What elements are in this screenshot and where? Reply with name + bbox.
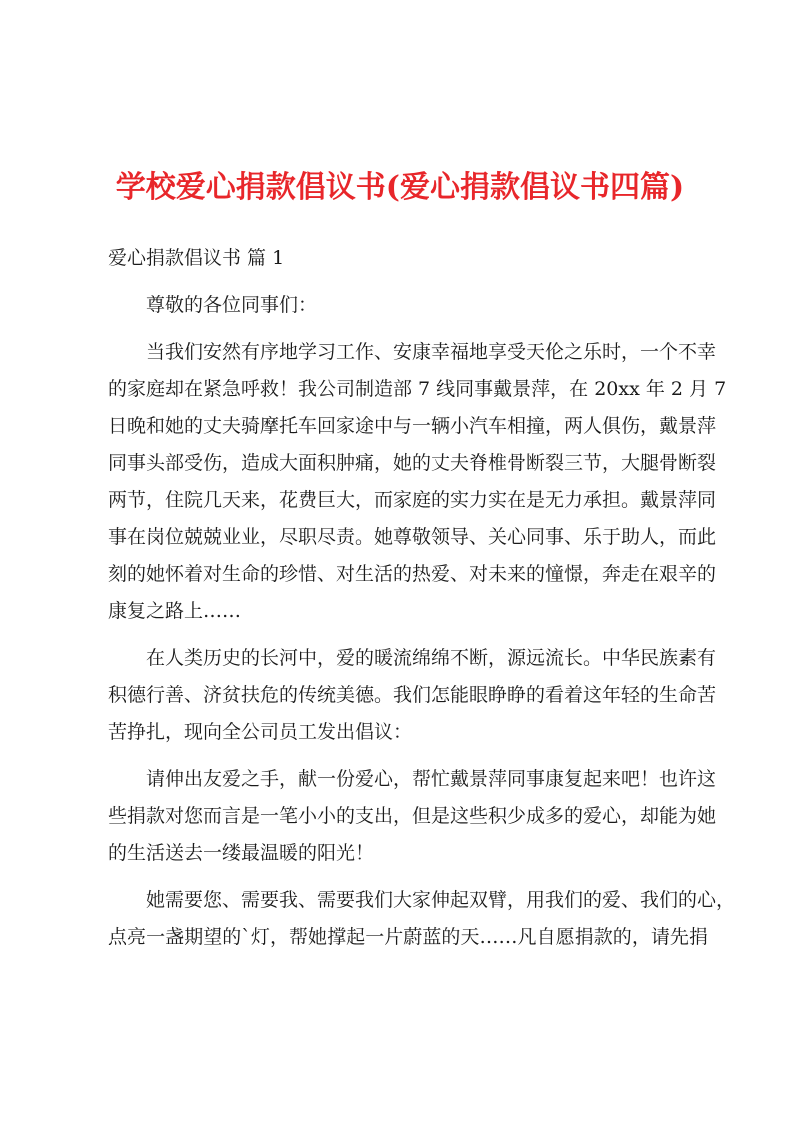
paragraph-line: 积德行善、济贫扶危的传统美德。我们怎能眼睁睁的看着这年轻的生命苦: [108, 684, 717, 706]
paragraph-line: 的生活送去一缕最温暖的阳光！: [108, 842, 375, 864]
paragraph-line: 日晚和她的丈夫骑摩托车回家途中与一辆小汽车相撞，两人俱伤，戴景萍: [108, 415, 717, 437]
paragraph-line: 同事头部受伤，造成大面积肿痛，她的丈夫脊椎骨断裂三节，大腿骨断裂: [108, 452, 717, 474]
paragraph: [108, 334, 727, 630]
paragraph-line: 她需要您、需要我、需要我们大家伸起双臂，用我们的爱、我们的心，: [146, 889, 736, 911]
paragraph: [108, 761, 717, 872]
paragraph-line: 在人类历史的长河中，爱的暖流绵绵不断，源远流长。中华民族素有: [146, 647, 717, 669]
paragraph-line: 点亮一盏期望的`灯，帮她撑起一片蔚蓝的天……凡自愿捐款的，请先捐: [108, 926, 708, 948]
paragraph-line: 请伸出友爱之手，献一份爱心，帮忙戴景萍同事康复起来吧！也许这: [146, 768, 717, 790]
paragraph: [108, 882, 736, 956]
paragraph-line: 两节，住院几天来，花费巨大，而家庭的实力实在是无力承担。戴景萍同: [108, 489, 717, 511]
document-title: 学校爱心捐款倡议书(爱心捐款倡议书四篇): [115, 170, 685, 205]
paragraph-line: 的家庭却在紧急呼救！我公司制造部 7 线同事戴景萍，在 20xx 年 2 月 7: [108, 378, 727, 400]
document-body: [108, 240, 736, 956]
paragraph-line: 刻的她怀着对生命的珍惜、对生活的热爱、对未来的憧憬，奔走在艰辛的: [108, 563, 717, 585]
paragraph: [108, 640, 717, 751]
section-heading: 爱心捐款倡议书 篇 1: [108, 247, 285, 269]
paragraph-line: 事在岗位兢兢业业，尽职尽责。她尊敬领导、关心同事、乐于助人，而此: [108, 526, 717, 548]
paragraph-line: 康复之路上……: [108, 600, 242, 622]
paragraph-line: 当我们安然有序地学习工作、安康幸福地享受天伦之乐时，一个不幸: [146, 341, 717, 363]
paragraph-line: 些捐款对您而言是一笔小小的支出，但是这些积少成多的爱心，却能为她: [108, 805, 717, 827]
paragraph-line: 苦挣扎，现向全公司员工发出倡议：: [108, 721, 413, 743]
salutation: 尊敬的各位同事们：: [146, 294, 318, 316]
